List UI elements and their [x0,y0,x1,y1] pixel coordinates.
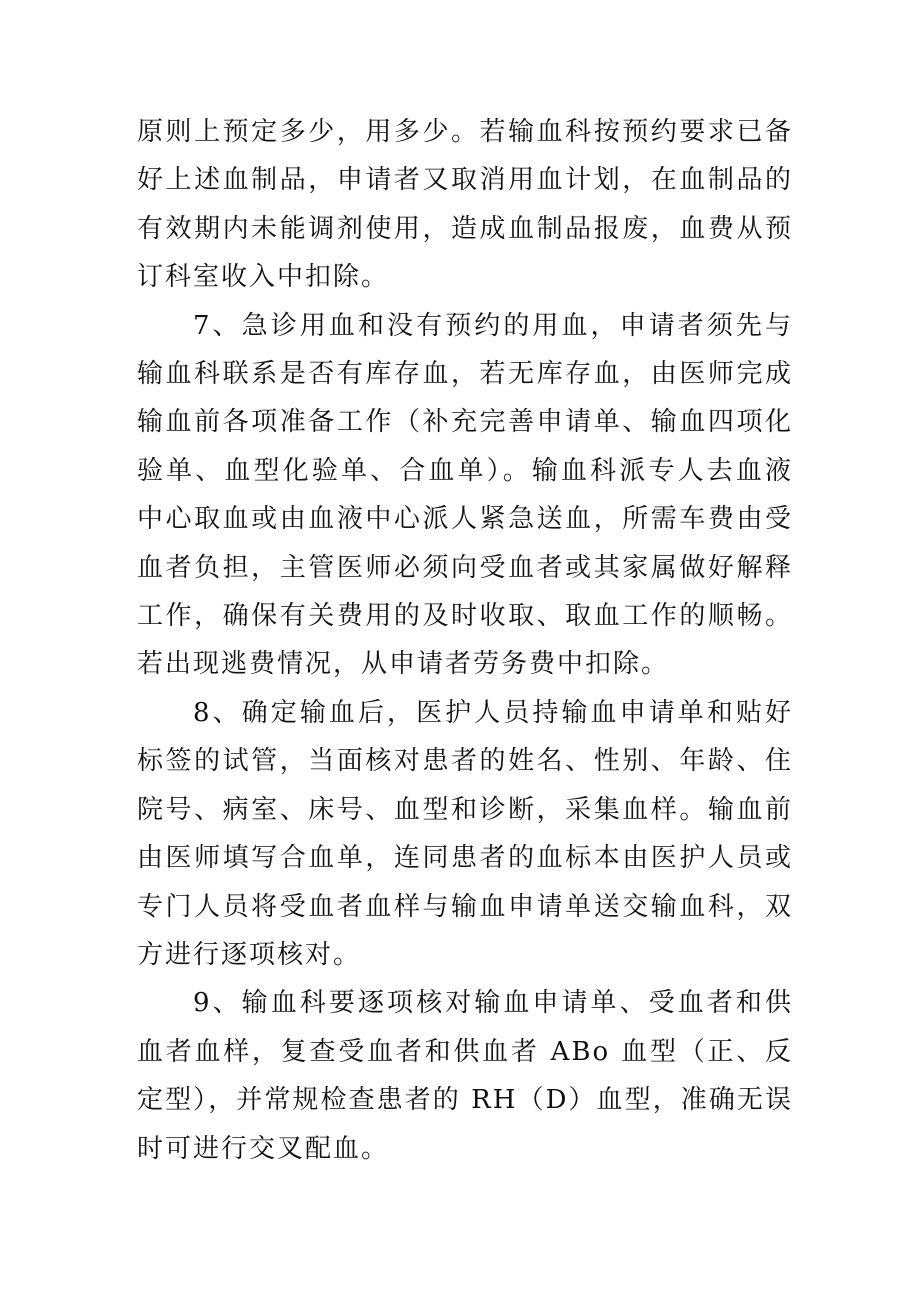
paragraph-item-7: 7、急诊用血和没有预约的用血，申请者须先与输血科联系是否有库存血，若无库存血，由医师完成输血前各项准备工作（补充完善申请单、输血四项化验单、血型化验单、合血单）。输血科派专人去血液中心取血或由血液中心派人紧急送血，所需车费由受血者负担，主管医师必须向受血者或其家属做好解释工作，确保有关费用的及时收取、取血工作的顺畅。若出现逃费情况，从申请者劳务费中扣除。 [137,310,793,680]
paragraph-continuation: 原则上预定多少，用多少。若输血科按预约要求已备好上述血制品，申请者又取消用血计划，在血制品的有效期内未能调剂使用，造成血制品报废，血费从预订科室收入中扣除。 [137,117,793,293]
paragraph-item-9: 9、输血科要逐项核对输血申请单、受血者和供血者血样，复查受血者和供血者 ABo 血型（正、反定型），并常规检查患者的 RH（D）血型，准确无误时可进行交叉配血。 [137,988,793,1164]
document-body [137,108,793,1173]
paragraph-item-8: 8、确定输血后，医护人员持输血申请单和贴好标签的试管，当面核对患者的姓名、性别、年龄、住院号、病室、床号、血型和诊断，采集血样。输血前由医师填写合血单，连同患者的血标本由医护人员或专门人员将受血者血样与输血申请单送交输血科，双方进行逐项核对。 [137,697,793,970]
